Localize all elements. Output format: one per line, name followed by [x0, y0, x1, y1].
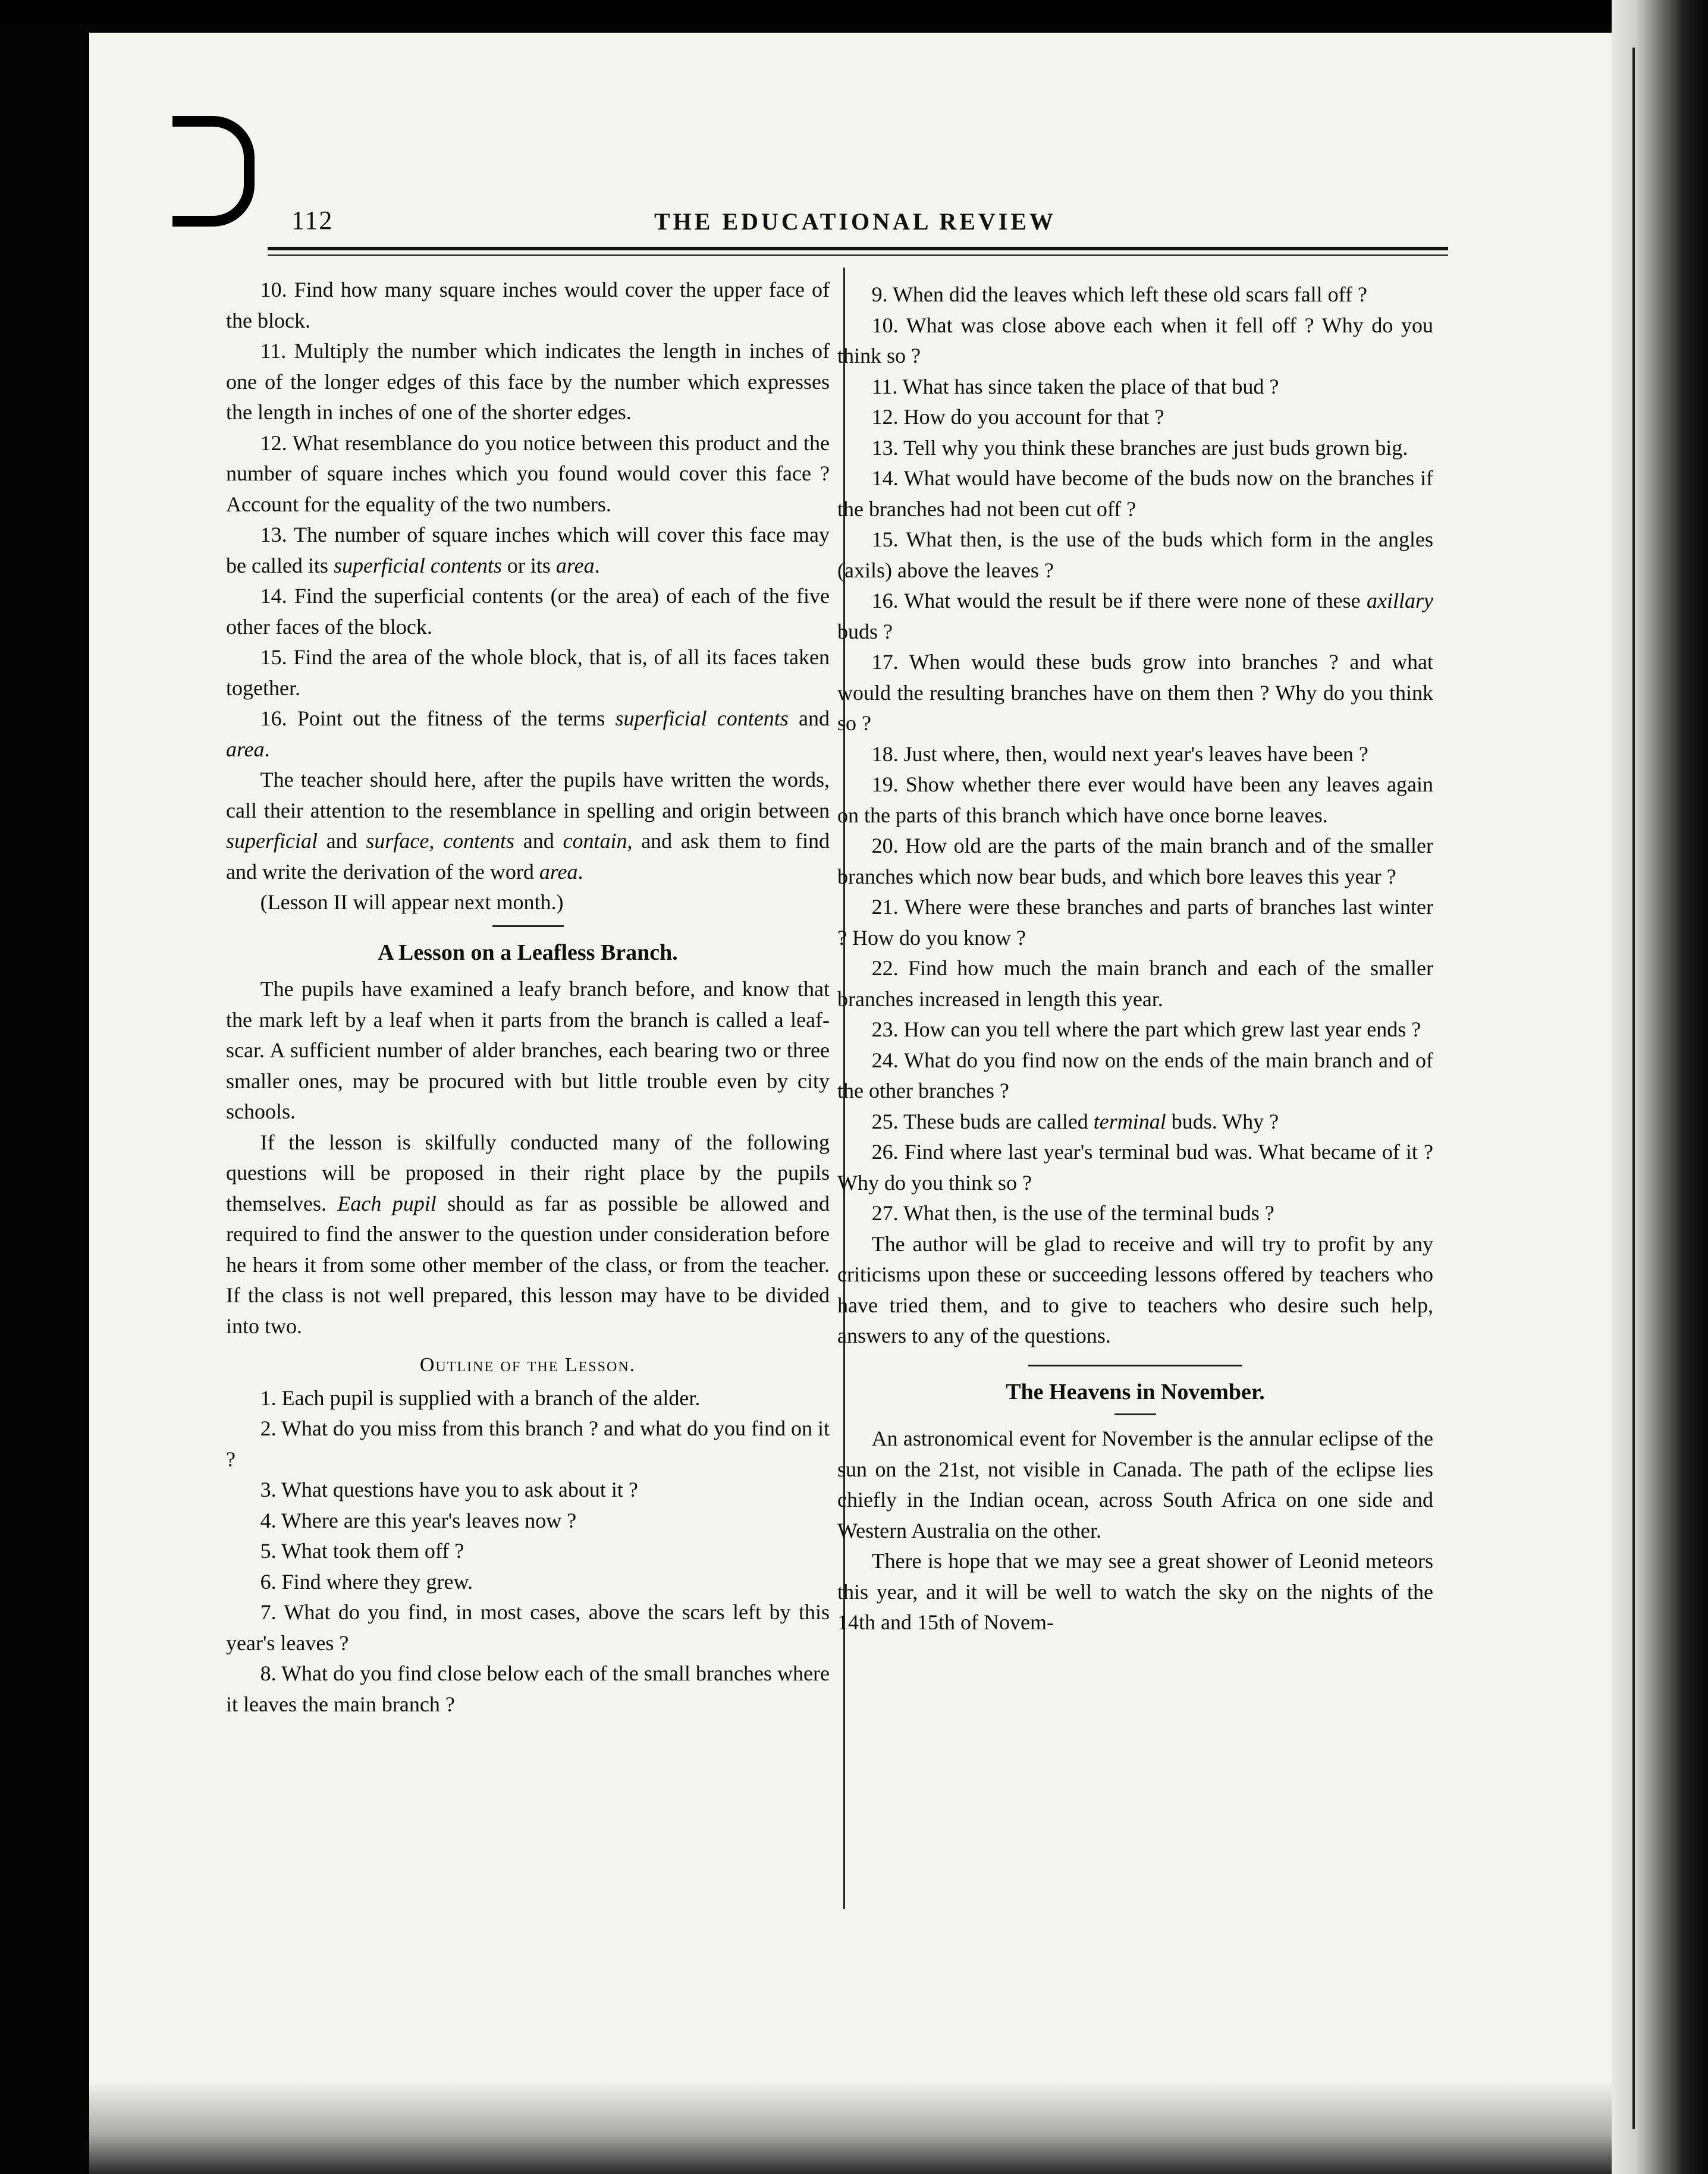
outline-item-2: 2. What do you miss from this branch ? and what do you find on it ?: [226, 1416, 830, 1471]
question-r17: 17. When would these buds grow into branches ? and what would the resulting branches have on them then ? Why do you think so ?: [837, 650, 1433, 735]
question-r21: 21. Where were these branches and parts of branches last winter ? How do you know ?: [837, 895, 1433, 950]
question-r26: 26. Find where last year's terminal bud was. What became of it ? Why do you think so ?: [837, 1140, 1433, 1195]
question-r23: 23. How can you tell where the part which grew last year ends ?: [871, 1017, 1421, 1041]
section-title-underline: [1114, 1413, 1156, 1415]
section-divider: [492, 925, 564, 927]
running-head: [0, 205, 1708, 247]
outline-item-5: 5. What took them off ?: [260, 1539, 464, 1563]
teacher-text-b: and: [317, 829, 366, 853]
question-14: 14. Find the superficial contents (or the area) of each of the five other faces of the block.: [226, 584, 830, 639]
teacher-term-4: area: [539, 859, 578, 884]
question-13-term-1: superficial contents: [333, 553, 502, 577]
question-r14: 14. What would have become of the buds now on the branches if the branches had not been cut off ?: [837, 466, 1433, 521]
question-r25-term: terminal: [1093, 1109, 1166, 1133]
question-r22: 22. Find how much the main branch and each of the smaller branches increased in length this year.: [837, 956, 1433, 1011]
question-16-text-b: and: [788, 706, 830, 730]
section-title-leafless-branch: A Lesson on a Leafless Branch.: [378, 940, 678, 965]
question-11: 11. Multiply the number which indicates the length in inches of one of the longer edges of this face by the number which expresses the length in inches of one of the shorter edges.: [226, 339, 830, 424]
journal-title: THE EDUCATIONAL REVIEW: [654, 208, 1057, 235]
next-lesson-note: (Lesson II will appear next month.): [260, 890, 564, 914]
question-r16-text-b: buds ?: [837, 619, 893, 643]
teacher-term-1: superficial: [226, 829, 318, 853]
teacher-term-3: contain: [563, 829, 627, 853]
question-r15: 15. What then, is the use of the buds which form in the angles (axils) above the leaves ?: [837, 527, 1433, 582]
question-12: 12. What resemblance do you notice between this product and the number of square inches which you found would cover this face ? Account for the equality of the two numbers.: [226, 431, 830, 516]
outline-heading: Outline of the Lesson.: [419, 1354, 636, 1376]
skilful-emphasis: Each pupil: [337, 1191, 437, 1215]
question-r25-text-b: buds. Why ?: [1166, 1109, 1279, 1133]
outline-item-1: 1. Each pupil is supplied with a branch of the alder.: [260, 1386, 701, 1410]
page-bottom-shadow: [89, 2081, 1612, 2174]
intro-paragraph: The pupils have examined a leafy branch before, and know that the mark left by a leaf when it parts from the branch is called a leaf-scar. A sufficient number of alder branches, each bearing two or three smaller ones, may be procured with but little trouble even by city schools.: [226, 977, 830, 1123]
author-note: The author will be glad to receive and will try to profit by any criticisms upon these or succeeding lessons offered by teachers who have tried them, and to give to teachers who desire such help, answers to any of the questions.: [837, 1231, 1433, 1347]
outline-item-4: 4. Where are this year's leaves now ?: [260, 1508, 577, 1532]
question-r24: 24. What do you find now on the ends of the main branch and of the other branches ?: [837, 1048, 1433, 1102]
outline-item-6: 6. Find where they grew.: [260, 1569, 473, 1594]
question-r12: 12. How do you account for that ?: [871, 405, 1164, 429]
question-13-text-c: .: [594, 553, 600, 577]
outline-item-7: 7. What do you find, in most cases, above the scars left by this year's leaves ?: [226, 1600, 830, 1655]
skilful-paragraph: [226, 1127, 830, 1342]
teacher-text-e: .: [577, 859, 583, 884]
scan-border-top: [0, 0, 1708, 24]
question-r13: 13. Tell why you think these branches are just buds grown big.: [871, 435, 1408, 460]
page-edge-line: [1632, 48, 1635, 2129]
question-16-term-1: superficial contents: [615, 706, 789, 730]
question-r11: 11. What has since taken the place of that bud ?: [871, 374, 1279, 398]
skilful-text-b: should as far as possible be allowed and required to find the answer to the question under consideration before he hears it from some other member of the class, or from the teacher. If the class is not well prepared, this lesson may have to be divided into two.: [226, 1191, 830, 1338]
question-r25: [837, 1107, 1433, 1138]
question-r10: 10. What was close above each when it fell off ? Why do you think so ?: [837, 313, 1433, 367]
skilful-text-a: If the lesson is skilfully conducted many of the following questions will be proposed in their right place by the pupils themselves.: [226, 1130, 830, 1215]
question-r9: 9. When did the leaves which left these old scars fall off ?: [871, 282, 1367, 306]
question-16-text-a: 16. Point out the fitness of the terms: [260, 706, 616, 730]
question-13-text-a: 13. The number of square inches which will cover this face may be called its: [226, 523, 830, 577]
heavens-paragraph-2: There is hope that we may see a great shower of Leonid meteors this year, and it will be well to watch the sky on the nights of the 14th and 15th of Novem-: [837, 1549, 1433, 1634]
teacher-text-c: and: [514, 829, 563, 853]
question-r18: 18. Just where, then, would next year's leaves have been ?: [871, 742, 1368, 766]
question-13: [226, 520, 830, 581]
question-r27: 27. What then, is the use of the terminal buds ?: [871, 1201, 1274, 1225]
question-13-text-b: or its: [501, 553, 556, 577]
teacher-text-d: , and ask them to find and write the derivation of the word: [226, 829, 830, 884]
question-r16-term: axillary: [1367, 589, 1433, 612]
question-13-term-2: area: [555, 553, 595, 577]
question-r20: 20. How old are the parts of the main branch and of the smaller branches which now bear buds, and which bore leaves this year ?: [837, 834, 1433, 888]
question-16-term-2: area: [226, 737, 265, 761]
teacher-term-2: surface, contents: [366, 829, 515, 853]
question-15: 15. Find the area of the whole block, that is, of all its faces taken together.: [226, 645, 830, 700]
teacher-text-a: The teacher should here, after the pupils have written the words, call their attention to the resemblance in spelling and origin between: [226, 768, 830, 822]
section-divider-heavens: [1028, 1365, 1242, 1366]
outline-item-8: 8. What do you find close below each of the small branches where it leaves the main branch ?: [226, 1661, 830, 1716]
section-title-heavens: The Heavens in November.: [1006, 1379, 1265, 1405]
question-16: [226, 703, 830, 765]
page-number: 112: [291, 206, 334, 235]
question-r16: [837, 586, 1433, 647]
question-10: 10. Find how many square inches would cover the upper face of the block.: [226, 278, 830, 332]
right-column: [837, 279, 1433, 1638]
page-gutter-shadow: [1612, 0, 1708, 2174]
question-r16-text-a: 16. What would the result be if there were none of these: [871, 589, 1367, 612]
question-r19: 19. Show whether there ever would have been any leaves again on the parts of this branch which have once borne leaves.: [837, 772, 1433, 827]
outline-item-3: 3. What questions have you to ask about it ?: [260, 1478, 638, 1501]
heavens-paragraph-1: An astronomical event for November is the annular eclipse of the sun on the 21st, not visible in Canada. The path of the eclipse lies chiefly in the Indian ocean, across South Africa on one side and Western Australia on the other.: [837, 1427, 1433, 1542]
teacher-paragraph: [226, 765, 830, 887]
left-column: [226, 275, 830, 1720]
header-rule-thick: [268, 247, 1448, 250]
header-rule-thin: [268, 255, 1448, 256]
question-r25-text-a: 25. These buds are called: [871, 1109, 1094, 1133]
question-16-text-c: .: [264, 737, 270, 761]
